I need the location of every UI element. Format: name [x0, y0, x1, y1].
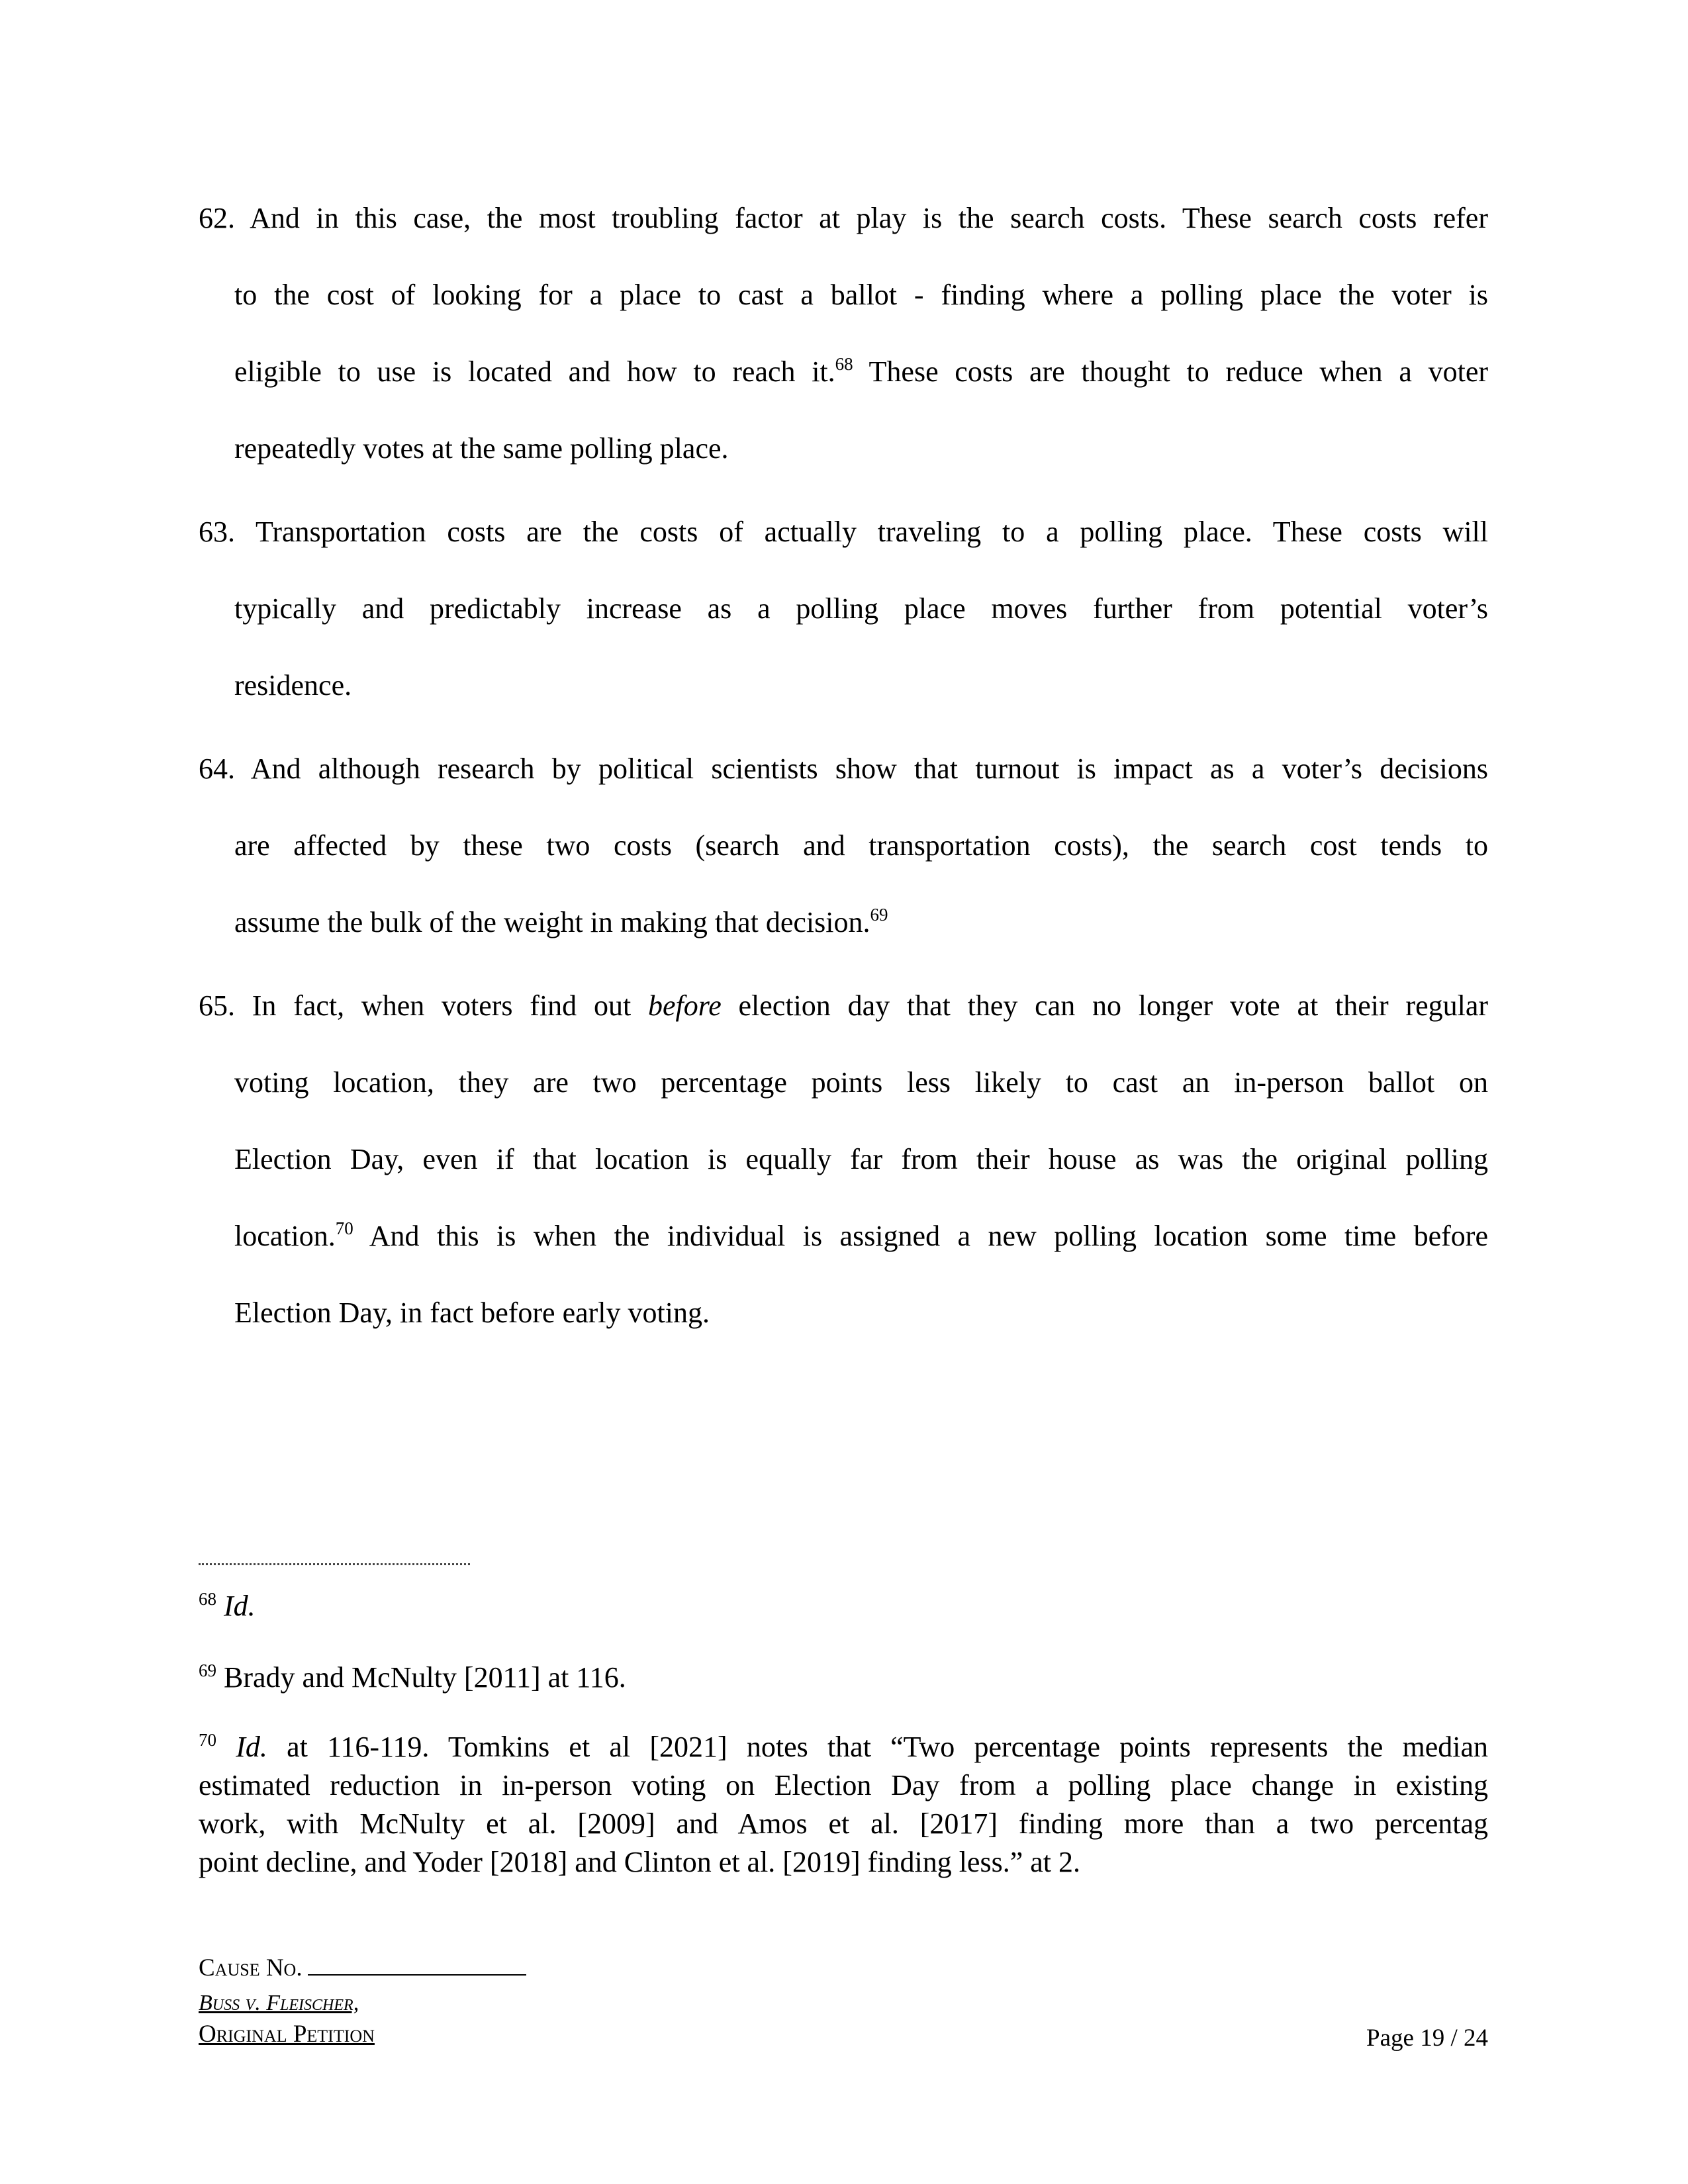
footer-cause-number	[199, 1954, 526, 1982]
paragraph-62-line-3	[199, 334, 1488, 410]
paragraph-63-line-3: residence.	[234, 669, 352, 702]
footnote-69-line	[199, 1659, 1488, 1697]
footnote-ref-69[interactable]: 69	[870, 905, 888, 925]
footnote-70	[199, 1728, 1488, 1882]
cause-number-label: Cause No.	[199, 1954, 303, 1981]
paragraph-65-line-1-text-a: 65. In fact, when voters find out	[199, 989, 648, 1022]
cause-number-blank	[308, 1954, 526, 1976]
footnote-68-id: Id.	[224, 1590, 256, 1622]
paragraph-65-line-4	[199, 1198, 1488, 1275]
footnote-70-line-3: work, with McNulty et al. [2009] and Amos et al. [2017] finding more than a two percentag	[199, 1807, 1488, 1840]
case-name: Buss v. Fleischer,	[199, 1991, 359, 2015]
footnote-70-line-1-text: at 116-119. Tomkins et al [2021] notes that “Two percentage points represents the median	[267, 1731, 1488, 1763]
paragraph-65-line-1	[199, 968, 1488, 1044]
footnote-70-line-1	[199, 1728, 1488, 1766]
footnote-ref-70[interactable]: 70	[335, 1218, 353, 1238]
paragraph-62-line-2: to the cost of looking for a place to cast a ballot - finding where a polling place the voter is	[234, 279, 1488, 311]
paragraph-65-line-5: Election Day, in fact before early voting.	[234, 1297, 710, 1329]
paragraph-63-line-1: 63. Transportation costs are the costs of actually traveling to a polling place. These costs will	[199, 516, 1488, 548]
paragraph-65-line-1-text-b: election day that they can no longer vote at their regular	[721, 989, 1489, 1022]
paragraph-64-line-2: are affected by these two costs (search and transportation costs), the search cost tends to	[234, 829, 1488, 862]
paragraph-64-line-3	[199, 884, 1488, 961]
paragraph-62-line-3-text-a: eligible to use is located and how to reach it.	[234, 355, 835, 388]
paragraph-62-line-4: repeatedly votes at the same polling place.	[234, 432, 729, 465]
footnote-68-line	[199, 1587, 1488, 1625]
document-title: Original Petition	[199, 2021, 375, 2048]
paragraph-63	[199, 494, 1488, 724]
paragraph-63-line-2: typically and predictably increase as a polling place moves further from potential voter’s	[234, 592, 1488, 625]
footnote-70-number: 70	[199, 1730, 216, 1750]
footer-document-title	[199, 2020, 375, 2048]
footnote-ref-68[interactable]: 68	[835, 354, 853, 374]
page-number: Page 19 / 24	[1366, 2025, 1488, 2052]
paragraph-65-line-3: Election Day, even if that location is equally far from their house as was the original polling	[234, 1143, 1488, 1175]
footnote-70-line-2: estimated reduction in in-person voting on Election Day from a polling place change in existing	[199, 1769, 1488, 1801]
paragraph-65-emphasis-before: before	[647, 989, 722, 1022]
paragraph-62-line-1: 62. And in this case, the most troubling factor at play is the search costs. These search costs refer	[199, 202, 1488, 234]
footnote-70-line-4: point decline, and Yoder [2018] and Clinton et al. [2019] finding less.” at 2.	[199, 1846, 1080, 1878]
paragraph-65-line-2: voting location, they are two percentage points less likely to cast an in-person ballot on	[234, 1066, 1488, 1099]
footer-case-name	[199, 1991, 359, 2016]
paragraph-62-line-3-text-b: These costs are thought to reduce when a voter	[853, 355, 1488, 388]
footnote-68	[199, 1587, 1488, 1625]
paragraph-65-line-4-text-b: And this is when the individual is assigned a new polling location some time before	[353, 1220, 1488, 1252]
paragraph-64	[199, 731, 1488, 961]
paragraph-65	[199, 968, 1488, 1351]
paragraph-64-line-3-text: assume the bulk of the weight in making that decision.	[234, 906, 870, 938]
footnote-69-text: Brady and McNulty [2011] at 116.	[216, 1661, 626, 1694]
footnote-68-number: 68	[199, 1589, 216, 1609]
footnote-separator	[199, 1563, 470, 1565]
paragraph-65-line-4-text-a: location.	[234, 1220, 336, 1252]
footnote-69-number: 69	[199, 1661, 216, 1680]
paragraph-62	[199, 180, 1488, 487]
footnote-69	[199, 1659, 1488, 1697]
footnote-70-id: Id.	[236, 1731, 267, 1763]
paragraph-64-line-1: 64. And although research by political scientists show that turnout is impact as a voter’s decisions	[199, 752, 1488, 785]
